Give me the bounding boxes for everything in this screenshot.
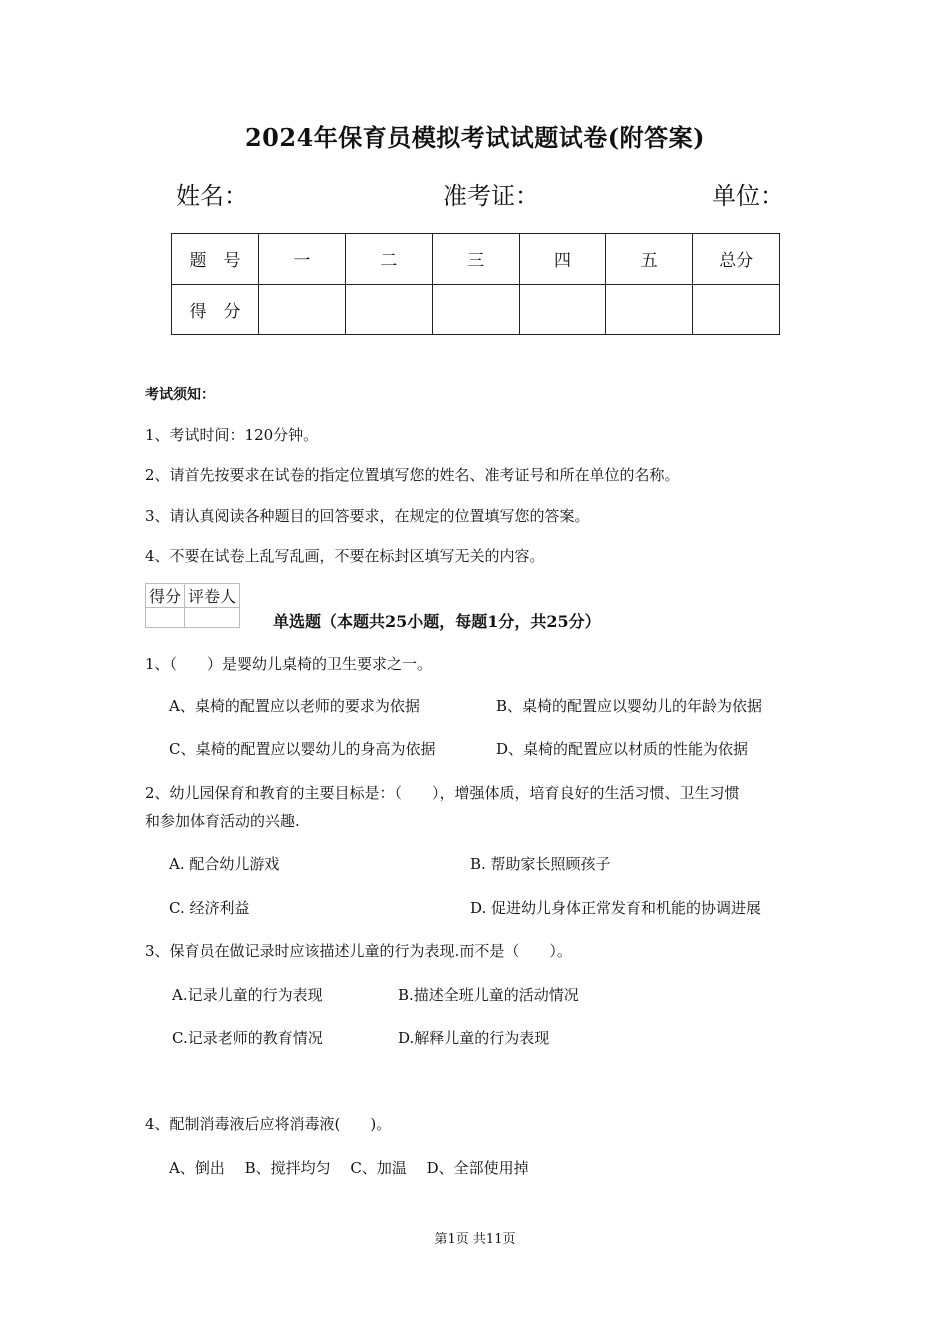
question-3-option-b: B.描述全班儿童的活动情况: [398, 986, 579, 1004]
question-4-stem: 4、配制消毒液后应将消毒液( )。: [145, 1115, 392, 1133]
score-cell: [259, 284, 346, 335]
question-4-options: A、倒出 B、搅拌均匀 C、加温 D、全部使用掉: [169, 1159, 529, 1177]
grader-box: [145, 583, 240, 628]
question-2-option-d: D. 促进幼儿身体正常发育和机能的协调进展: [470, 899, 762, 917]
question-3-stem: 3、保育员在做记录时应该描述儿童的行为表现.而不是（ ）。: [145, 942, 572, 960]
question-2-stem: 2、幼儿园保育和教育的主要目标是：（ ），增强体质，培育良好的生活习惯、卫生习惯: [145, 784, 740, 802]
notice-item: 2、请首先按要求在试卷的指定位置填写您的姓名、准考证号和所在单位的名称。: [145, 466, 680, 484]
score-table-header-cell: 一: [259, 234, 346, 285]
question-2-option-b: B. 帮助家长照顾孩子: [470, 855, 611, 873]
page-footer: 第1页 共11页: [434, 1232, 516, 1247]
question-2-option-c: C. 经济利益: [169, 899, 250, 917]
question-1-stem: 1、（ ）是婴幼儿桌椅的卫生要求之一。: [145, 655, 433, 673]
score-table-header-cell: 总分: [693, 234, 780, 285]
grader-name-label: 评卷人: [185, 584, 240, 608]
notice-item: 4、不要在试卷上乱写乱画，不要在标封区填写无关的内容。: [145, 547, 545, 565]
question-3-option-c: C.记录老师的教育情况: [172, 1029, 323, 1047]
name-field-label: 姓名：: [176, 182, 248, 210]
question-2-stem-continued: 和参加体育活动的兴趣.: [145, 812, 300, 830]
grader-score-label: 得分: [146, 584, 185, 608]
score-table-header-cell: 五: [606, 234, 693, 285]
page-title: 2024年保育员模拟考试试题试卷(附答案): [244, 123, 705, 152]
question-1-option-d: D、桌椅的配置应以材质的性能为依据: [496, 740, 749, 758]
score-table-header-cell: 四: [519, 234, 606, 285]
notice-heading: 考试须知：: [145, 387, 215, 403]
question-2-option-a: A. 配合幼儿游戏: [169, 855, 280, 873]
score-cell: [519, 284, 606, 335]
notice-item: 3、请认真阅读各种题目的回答要求，在规定的位置填写您的答案。: [145, 507, 590, 525]
score-table-header-cell: 题 号: [172, 234, 259, 285]
score-table: [171, 233, 780, 335]
score-cell: [693, 284, 780, 335]
score-table-header-row: [172, 234, 780, 285]
score-cell: [606, 284, 693, 335]
score-table-header-cell: 二: [345, 234, 432, 285]
question-3-option-a: A.记录儿童的行为表现: [172, 986, 323, 1004]
question-1-option-b: B、桌椅的配置应以婴幼儿的年龄为依据: [496, 697, 763, 715]
grader-name-cell: [185, 608, 240, 628]
exam-number-field-label: 准考证：: [443, 182, 539, 210]
score-table-score-row: [172, 284, 780, 335]
section-title: 单选题（本题共25小题，每题1分，共25分）: [273, 612, 601, 631]
score-cell: [432, 284, 519, 335]
grader-score-cell: [146, 608, 185, 628]
score-row-label: 得 分: [172, 284, 259, 335]
unit-field-label: 单位：: [712, 182, 784, 210]
notice-item: 1、考试时间：120分钟。: [145, 426, 319, 444]
question-1-option-a: A、桌椅的配置应以老师的要求为依据: [169, 697, 420, 715]
score-table-header-cell: 三: [432, 234, 519, 285]
question-3-option-d: D.解释儿童的行为表现: [398, 1029, 550, 1047]
question-1-option-c: C、桌椅的配置应以婴幼儿的身高为依据: [169, 740, 436, 758]
score-cell: [345, 284, 432, 335]
